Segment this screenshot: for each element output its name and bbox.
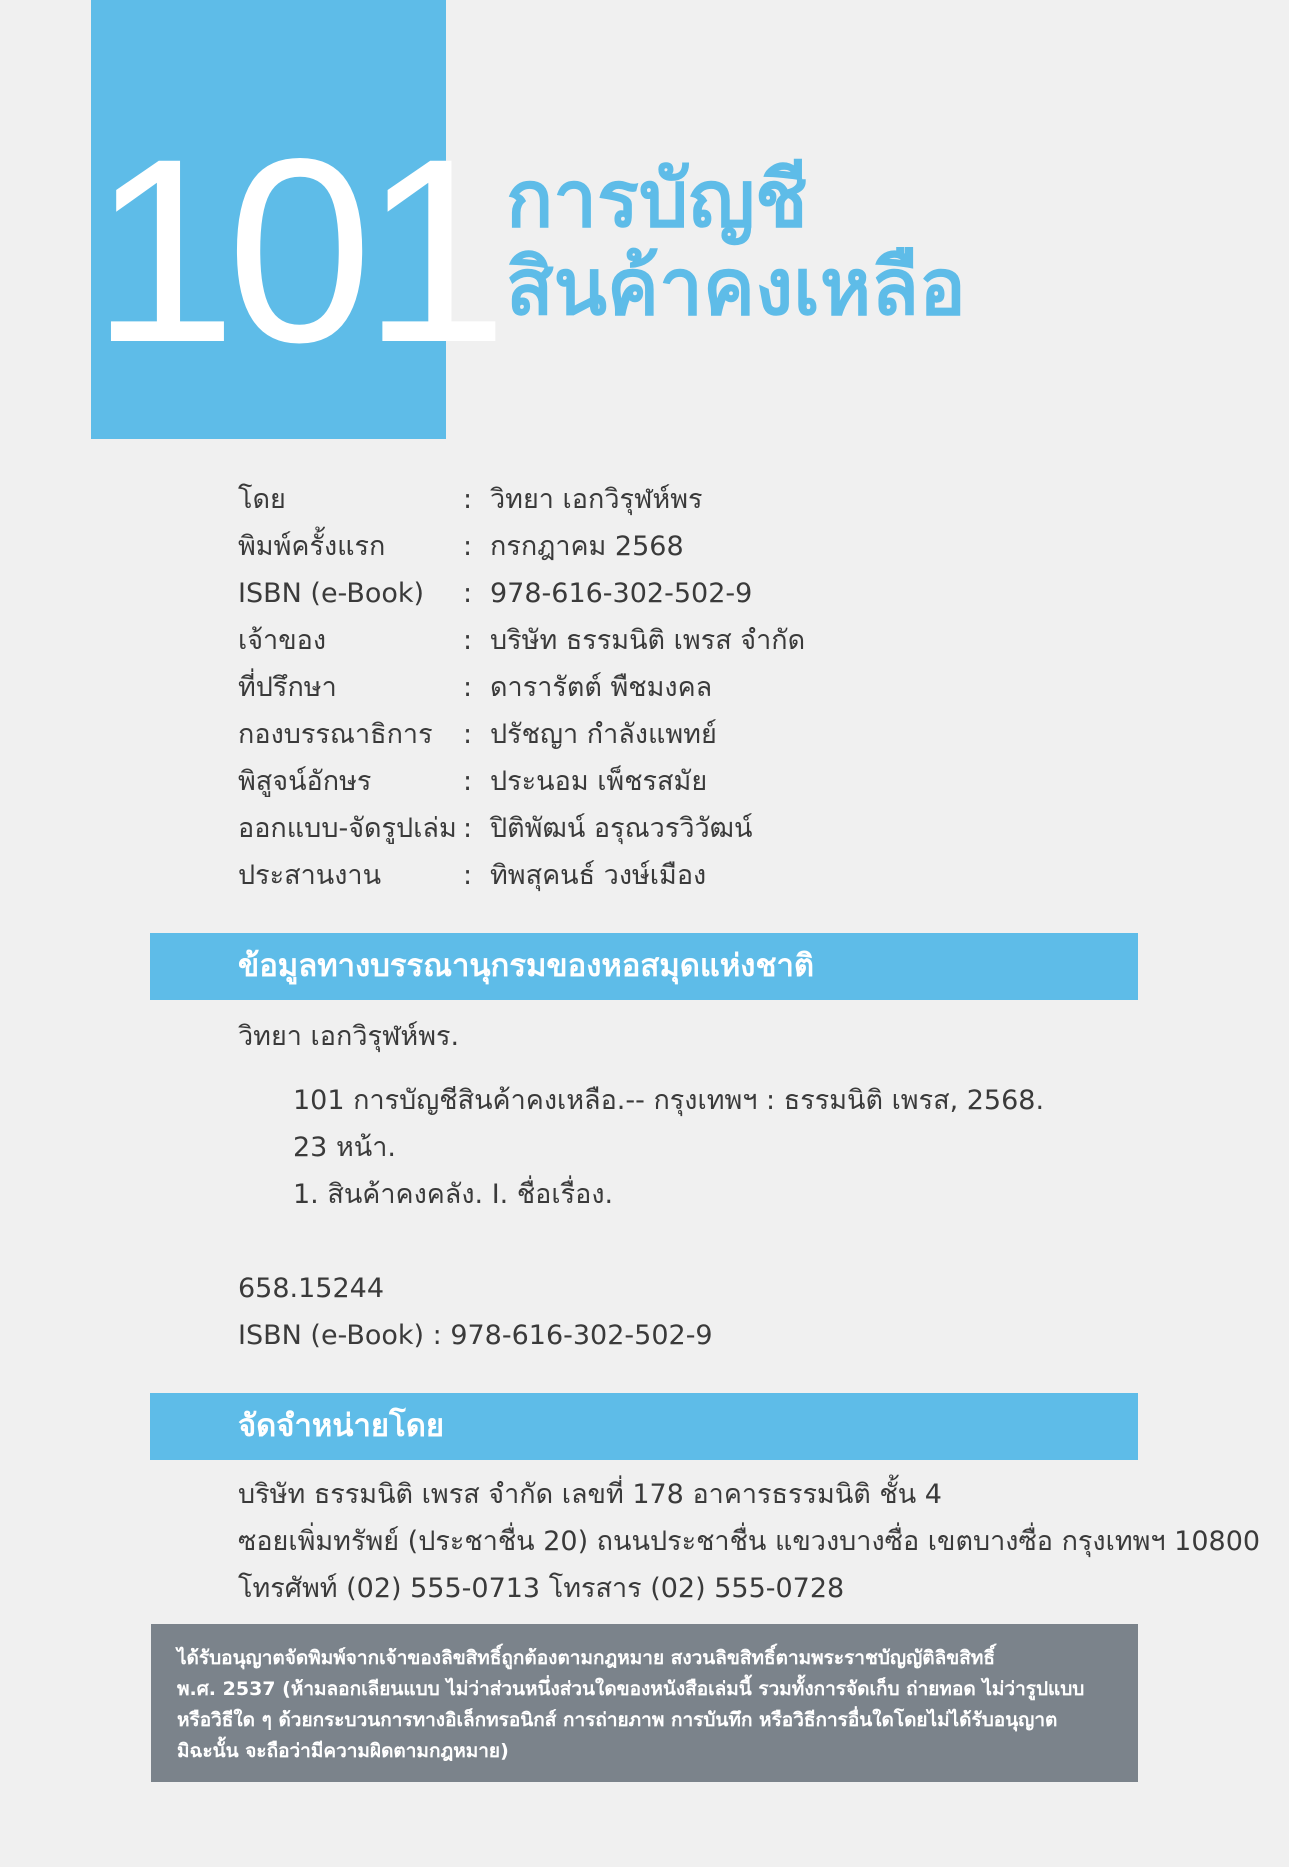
copyright-notice <box>151 1624 1138 1782</box>
meta-label: โดย <box>238 484 286 515</box>
meta-label: ออกแบบ-จัดรูปเล่ม <box>238 813 457 844</box>
meta-row <box>238 852 805 899</box>
catalog-title-line: 101 การบัญชีสินค้าคงเหลือ.-- กรุงเทพฯ : ธรรมนิติ เพรส, 2568. <box>293 1085 1045 1116</box>
meta-colon: : <box>463 719 473 750</box>
catalog-subject-line: 1. สินค้าคงคลัง. I. ชื่อเรื่อง. <box>293 1179 614 1210</box>
meta-value: 978-616-302-502-9 <box>490 578 753 609</box>
title-line-1: การบัญชี <box>506 155 808 245</box>
meta-row <box>238 523 805 570</box>
title-line-2: สินค้าคงเหลือ <box>506 243 966 333</box>
catalog-entry <box>293 1077 1044 1218</box>
classification-number: 658.15244 <box>238 1273 385 1304</box>
meta-label: ISBN (e-Book) <box>238 578 425 609</box>
meta-colon: : <box>463 578 473 609</box>
copyright-line-3: หรือวิธีใด ๆ ด้วยกระบวนการทางอิเล็กทรอนิกส์ การถ่ายภาพ การบันทึก หรือวิธีการอื่นใดโดยไม่ได้รับอนุญาต <box>177 1709 1058 1731</box>
copyright-line-4: มิฉะนั้น จะถือว่ามีความผิดตามกฎหมาย) <box>177 1740 509 1762</box>
meta-value: ปิติพัฒน์ อรุณวรวิวัฒน์ <box>490 813 753 844</box>
copyright-line-1: ได้รับอนุญาตจัดพิมพ์จากเจ้าของลิขสิทธิ์ถูกต้องตามกฎหมาย สงวนลิขสิทธิ์ตามพระราชบัญญัติลิขสิทธิ์ <box>177 1647 995 1669</box>
meta-value: วิทยา เอกวิรุฬห์พร <box>490 484 703 515</box>
publication-metadata <box>238 476 805 899</box>
meta-label: กองบรรณาธิการ <box>238 719 433 750</box>
distribution-address <box>238 1471 1260 1612</box>
meta-label: พิสูจน์อักษร <box>238 766 372 797</box>
meta-colon: : <box>463 766 473 797</box>
copyright-line-2: พ.ศ. 2537 (ห้ามลอกเลียนแบบ ไม่ว่าส่วนหนึ่งส่วนใดของหนังสือเล่มนี้ รวมทั้งการจัดเก็บ ถ่ายทอด ไม่ว่ารูปแบบ <box>177 1678 1085 1700</box>
meta-colon: : <box>463 531 473 562</box>
meta-colon: : <box>463 672 473 703</box>
catalog-pages-line: 23 หน้า. <box>293 1132 396 1163</box>
meta-row <box>238 570 805 617</box>
meta-row <box>238 758 805 805</box>
meta-row <box>238 711 805 758</box>
book-number: 101 <box>91 104 499 397</box>
meta-label: พิมพ์ครั้งแรก <box>238 531 386 562</box>
catalog-classification <box>238 1265 713 1359</box>
meta-value: ดารารัตต์ พืชมงคล <box>490 672 713 703</box>
meta-value: ทิพสุคนธ์ วงษ์เมือง <box>490 860 707 891</box>
book-title <box>506 156 966 332</box>
meta-row <box>238 805 805 852</box>
catalog-author <box>238 1013 459 1060</box>
meta-row <box>238 617 805 664</box>
distributor-phone: โทรศัพท์ (02) 555-0713 โทรสาร (02) 555-0728 <box>238 1573 845 1604</box>
catalog-heading: ข้อมูลทางบรรณานุกรมของหอสมุดแห่งชาติ <box>150 933 1138 1000</box>
meta-colon: : <box>463 484 473 515</box>
meta-colon: : <box>463 813 473 844</box>
meta-row <box>238 664 805 711</box>
meta-value: กรกฎาคม 2568 <box>490 531 684 562</box>
catalog-author-text: วิทยา เอกวิรุฬห์พร. <box>238 1021 460 1052</box>
meta-value: ประนอม เพ็ชรสมัย <box>490 766 708 797</box>
catalog-isbn: ISBN (e-Book) : 978-616-302-502-9 <box>238 1320 713 1351</box>
meta-value: ปรัชญา กำลังแพทย์ <box>490 719 717 750</box>
meta-label: ประสานงาน <box>238 860 382 891</box>
meta-label: ที่ปรึกษา <box>238 672 337 703</box>
number-block <box>91 0 499 439</box>
meta-row <box>238 476 805 523</box>
meta-value: บริษัท ธรรมนิติ เพรส จำกัด <box>490 625 806 656</box>
meta-colon: : <box>463 625 473 656</box>
meta-label: เจ้าของ <box>238 625 327 656</box>
meta-colon: : <box>463 860 473 891</box>
distributor-line-2: ซอยเพิ่มทรัพย์ (ประชาชื่น 20) ถนนประชาชื่น แขวงบางซื่อ เขตบางซื่อ กรุงเทพฯ 10800 <box>238 1526 1261 1557</box>
distributor-line-1: บริษัท ธรรมนิติ เพรส จำกัด เลขที่ 178 อาคารธรรมนิติ ชั้น 4 <box>238 1479 942 1510</box>
distribution-heading: จัดจำหน่ายโดย <box>150 1393 1138 1460</box>
